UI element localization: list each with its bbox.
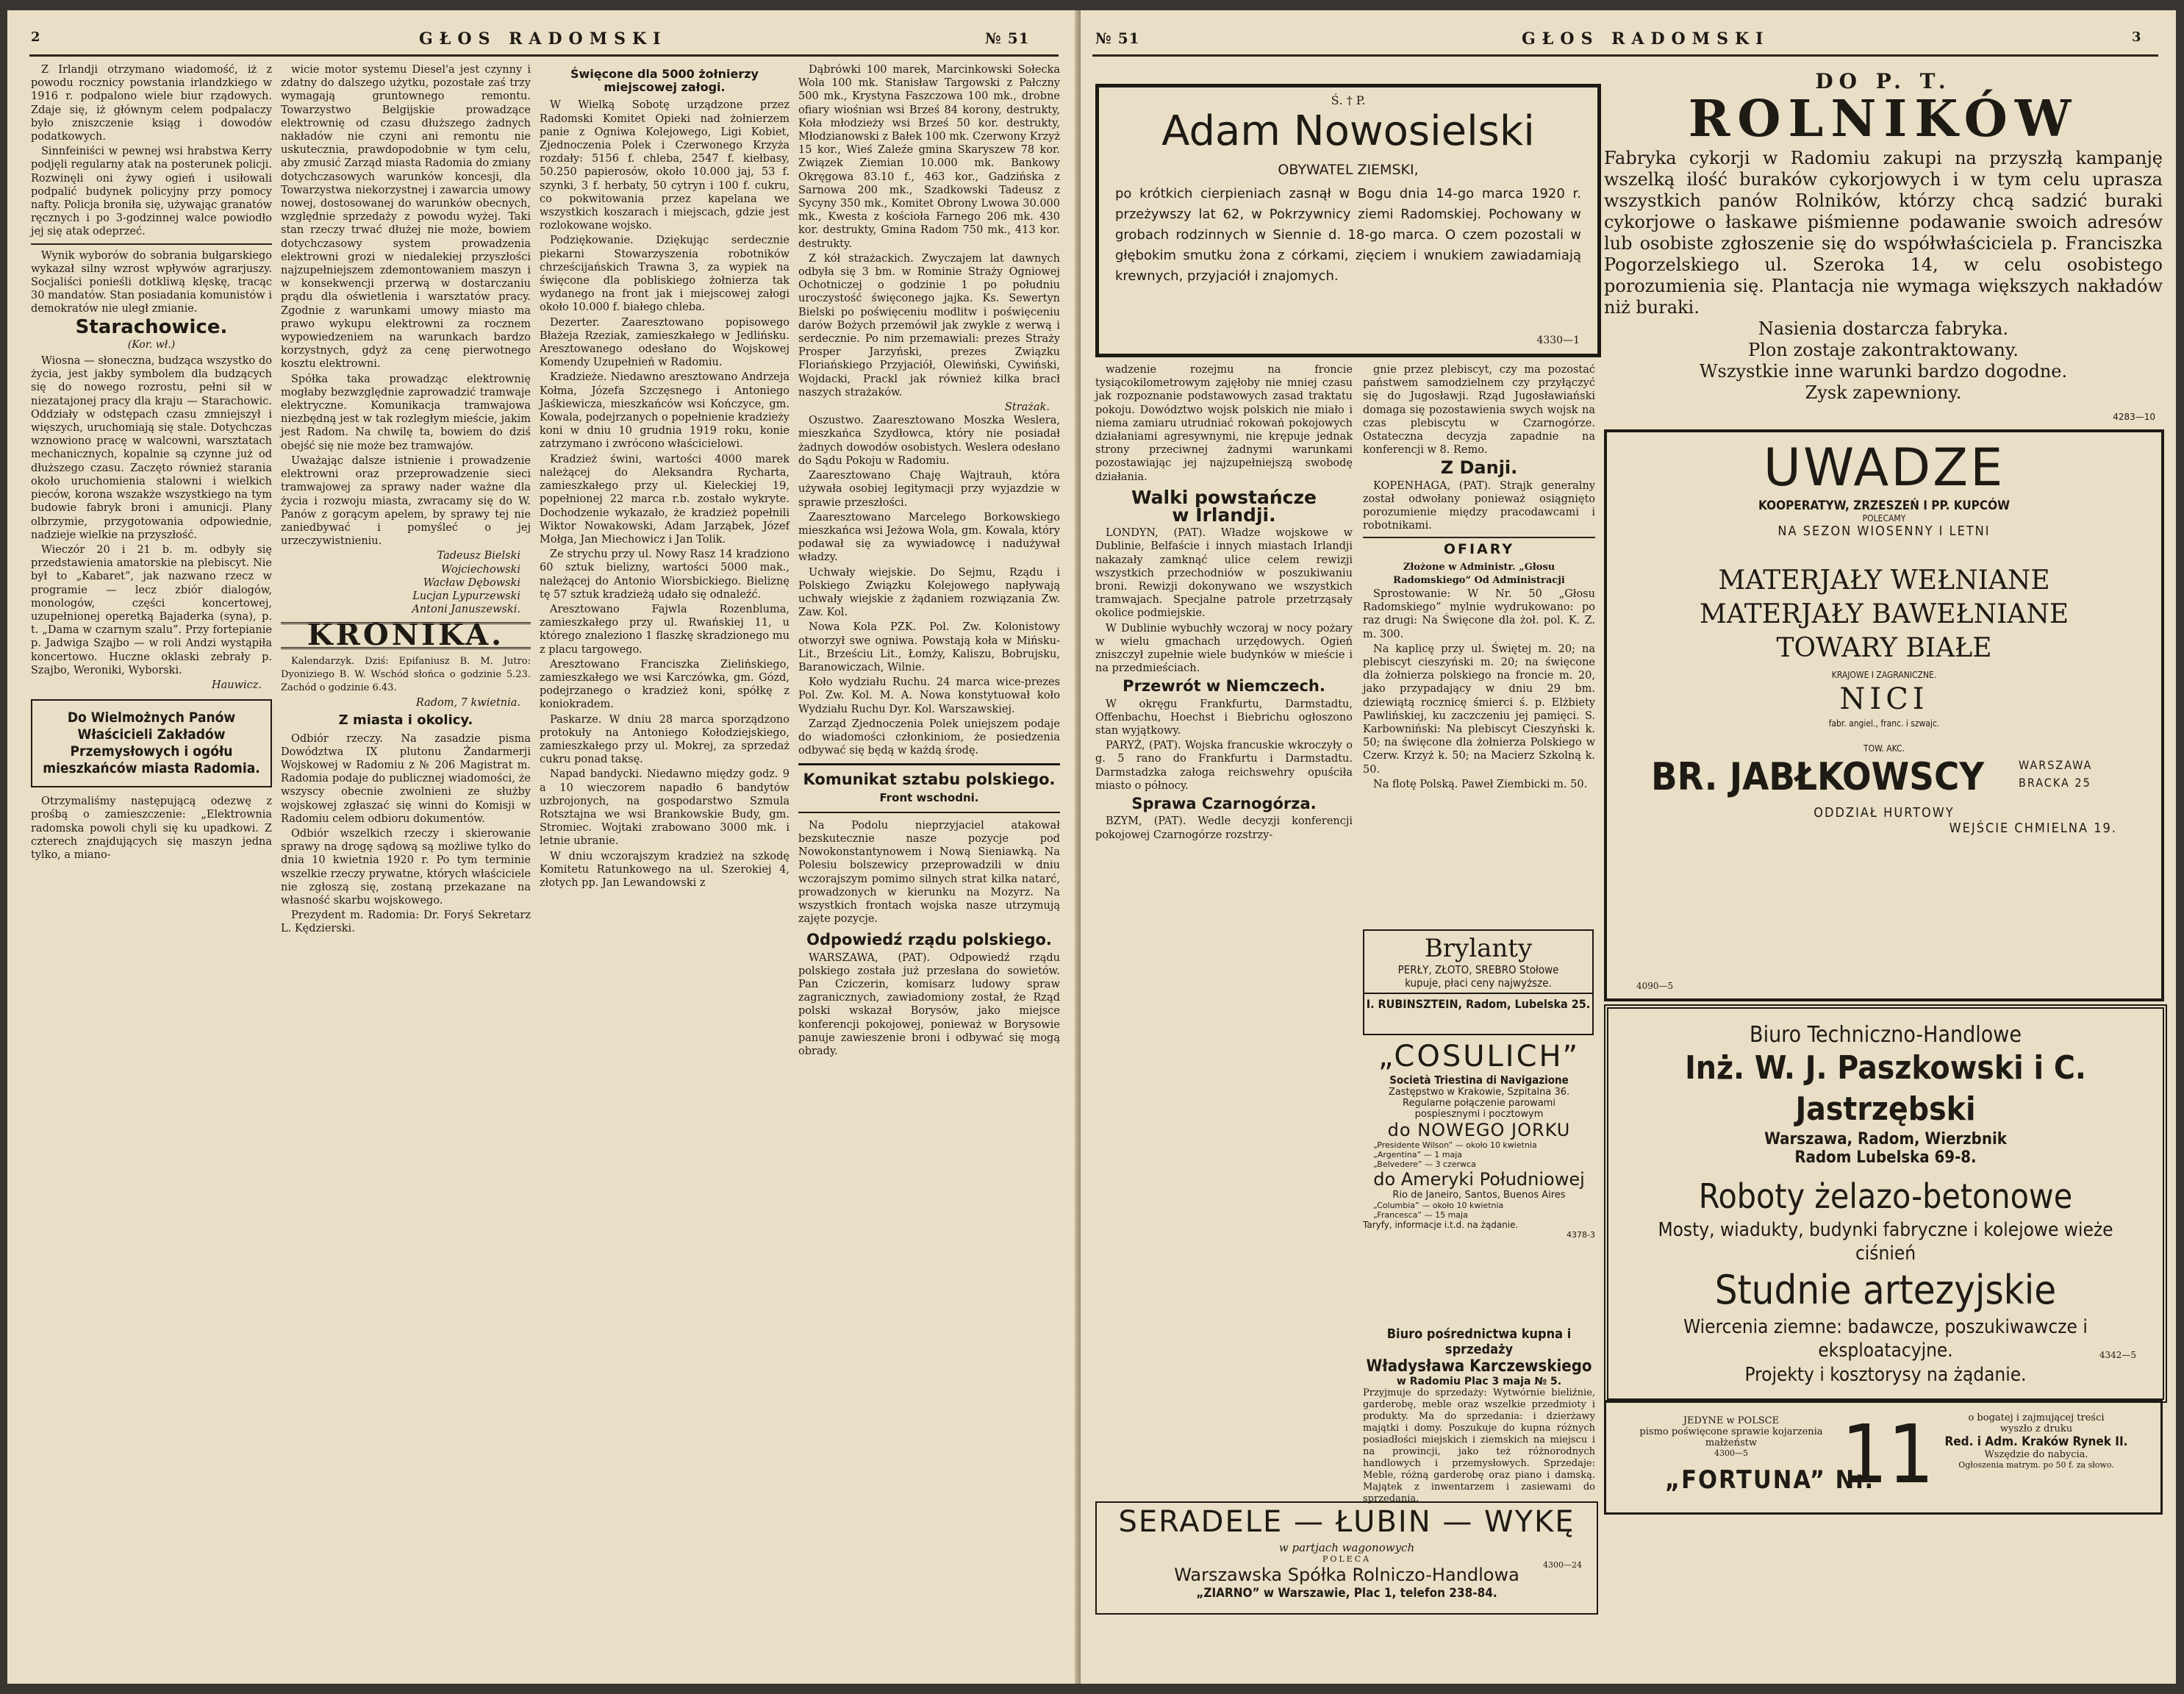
ofiary-subheading: Złożone w Administr. „Głosu Radomskiego” Od Administracji [1393,561,1565,586]
rolnikow-ref: 4283—10 [2113,412,2155,422]
uwadze-title: UWADZE [1763,437,2005,498]
article-paragraph: W dniu wczorajszym kradzież na szkodę Komitetu Ratunkowego na ul. Szerokiej 4, złotych pp. Jan Lewandowski z [540,850,790,889]
uwadze-subtitle: NA SEZON WIOSENNY I LETNI [1777,523,1991,539]
article-signoff: Prezydent m. Radomia: Dr. Foryś Sekretarz L. Kędzierski. [281,909,531,935]
rolnikow-title-2: ROLNIKÓW [1688,90,2079,149]
jablkowscy-name: BR. JABŁKOWSCY [1651,755,1985,799]
article-paragraph: Koło wydziału Ruchu. 24 marca wice-prezes Pol. Zw. Kol. M. A. Nowa konstytuował koło Wydziału Ruchu Dyr. Kol. Warszawskiej. [798,676,1060,715]
article-paragraph: Z kół strażackich. Zwyczajem lat dawnych odbyła się 3 bm. w Rominie Straży Ogniowej Ochotniczej o godzinie 1 po południu uroczystość święconego jajka. Ks. Sewertyn Bielski po poświęceniu modlitw i poświęceniu darów Bożych przemówił jak zwykle z werwą i serdecznie. Po nim przemawiali: prezes Straży Prosper Jarzyński, prezes Związku Floriańskiego Przyjaciół, Olewiński, Cywiński, Wojdacki, Prackl jak również kilka bracł naszych strażaków. [798,252,1060,399]
jastrzebski-address: Radom Lubelska 69-8. [1794,1148,1977,1167]
jastrzebski-ad [1604,1004,2167,1403]
right-column-b [1363,363,1595,922]
jastrzebski-note: Projekty i kosztorysy na żądanie. [1744,1364,2027,1386]
article-paragraph: Wiosna — słoneczna, budząca wszystko do życia, jest jakby symbolem dla budzących się do nowego rozrostu, pełni sił w niezatajonej pracy dla kraju — Starachowic. Oddziały w odstępach czasu zmniejszył i więszych, uruchomiają się stale. Dotychczas wznowiono pracę w walcowni, warsztatach mechanicznych, kopalnie są czynne już od dłuższego czasu. Zaczęto również starania około uruchomienia stalowni i wielkich pieców, korona wszakże wszystkiego na tym budowie fabryk broni i amunicji. Plany olbrzymie, przygotowania odpowiednie, nadzieje wielkie na przyszłość. [31,355,272,541]
right-masthead: GŁOS RADOMSKI [1522,29,1770,49]
cosulich-line: Zastępstwo w Krakowie, Szpitalna 36. [1388,1087,1570,1098]
article-paragraph: BZYM, (PAT). Wedle decyzji konferencji pokojowej Czarnogórze rozstrzy- [1095,815,1353,841]
rolnikow-text: Fabryka cykorji w Radomiu zakupi na przyszłą kampanję wszelką ilość buraków cykorjowych i w tym celu uprasza wszystkich panów Rolników, którzy chcą sadzić buraki cykorjowe o łaskawe piśmienne podawanie swoich adresów lub osobiste zgłoszenie się do współwłaściciela p. Franciszka Pogorzelskiego ul. Szeroka 14, w celu osobistego porozumienia się. Plantacja nie wymaga większych nakładów niż buraki. [1604,148,2163,318]
walki-subheading: w Irlandji. [1172,504,1276,526]
article-paragraph: Kradzieże. Niedawno aresztowano Andrzeja Kołma, Józefa Szczęsnego i Antoniego Jaśkiewicza, mieszkańców wsi Kończyce, gm. Kowala, podejrzanych o popełnienie kradzieży koni w dniu 10 grudnia 1919 roku, konie zatrzymano i zwrócono właścicielowi. [540,371,790,451]
seradele-title: SERADELE — ŁUBIN — WYKĘ [1118,1505,1575,1539]
right-issue-number: № 51 [1095,29,1140,47]
seradele-ref: 4300—24 [1543,1560,1582,1570]
kronika-calendar: Kalendarzyk. Dziś: Epifaniusz B. M. Jutro: Dyoniziego B. W. Wschód słońca o godzinie 5.23. Zachód o godzinie 6.43. [281,655,531,693]
cosulich-ship: „Francesca” — 15 maja [1373,1210,1468,1220]
section-heading-city: Z miasta i okolicy. [338,712,473,729]
jastrzebski-name: Inż. W. J. Paszkowski i C. Jastrzębski [1685,1049,2086,1128]
seradele-ad [1095,1501,1598,1615]
seradele-sub: w partjach wagonowych [1278,1541,1415,1554]
article-paragraph: Kradzież świni, wartości 4000 marek należącej do Aleksandra Rycharta, zamieszkałego przy ul. Kieleckiej 19, popełnionej 22 marca r.b. zostało wykryte. Dochodzenie wykazało, że kradzież popełnili Wiktor Nowakowski, Adam Jarząbek, Józef Mołga, Jan Miechowicz i Jan Tolik. [540,453,790,546]
danji-heading: Z Danji. [1440,457,1518,479]
article-paragraph: WARSZAWA, (PAT). Odpowiedź rządu polskiego została już przesłana do sowietów. Pan Cziczerin, komisarz ludowy spraw zagranicznych, zawiadomiony został, że Rząd polski wskazał Borysów, jako miejsce konferencji pokojowej, ponieważ w Borysowie panuje zawieszenie broni i odbywać się mogą obrady. [798,951,1060,1058]
seradele-address: „ZIARNO” w Warszawie, Plac 1, telefon 238-84. [1196,1586,1497,1601]
article-paragraph: Sinnfeiniści w pewnej wsi hrabstwa Kerry podjęli regularny atak na posterunek policji. Rozwinęli oni żywy ogień i usiłowali podpalić budynek policyjny przy pomocy nafty. Policja broniła się, używając granatów ręcznych i po 3-godzinnej walce powiodło jej się atak odeprzeć. [31,146,272,238]
jastrzebski-title: Biuro Techniczno-Handlowe [1750,1022,2022,1048]
signature-3: Wacław Dębowski [423,576,520,589]
left-masthead: GŁOS RADOMSKI [419,29,667,49]
karczewski-name: Władysława Karczewskiego [1366,1357,1592,1376]
jablkowscy-branch: ODDZIAŁ HURTOWY [1814,805,1955,821]
left-header-rule [29,54,1059,57]
communique-subheading: Front wschodni. [879,790,979,804]
article-paragraph: Zarząd Zjednoczenia Polek uniejszem podaje do wiadomości członkiniom, że posiedzenia odbywać się będą w każdą środę. [798,718,1060,757]
cosulich-ship: „Argentina” — 1 maja [1373,1150,1462,1159]
cosulich-title: „COSULICH” [1378,1040,1580,1073]
article-paragraph: Na kaplicę przy ul. Świętej m. 20; na plebiscyt cieszyński m. 20; na święcone dla żołnierza polskiego na froncie m. 20, jako przypadający w dniu 29 bm. dziewiątą rocznicę śmierci ś. p. Elżbiety Pawlińskiej, ku zaczczeniu jej pamięci. S. Karbowniński: Na plebiscyt Cieszyński k. 50; na święcone dla żołnierza Polskiego w Czerw. Krzyż k. 50; na Macierz Szkolną k. 50. [1363,643,1595,776]
article-paragraph: Wieczór 20 i 21 b. m. odbyły się przedstawienia amatorskie na plebiscyt. Nie był to „Kabaret”, jak nazwano rzecz w programie — lecz zbiór dialogów, monologów, części koncertowej, uzupełnionej operetką Bajaderka (syna), p. t. „Dama w czarnym szalu”. Przy fortepianie p. Jadwiga Szajbo — w roli Andzi wystąpiła koncertowo. Huczne oklaski zebrały p. Szajbo, Weroniki, Wyborski. [31,543,272,676]
ofiary-heading: OFIARY [1443,541,1515,558]
left-column-4 [798,63,1060,1673]
jastrzebski-service: Roboty żelazo-betonowe [1698,1176,2073,1216]
jastrzebski-ref: 4342—5 [2099,1350,2136,1360]
rolnikow-line: Plon zostaje zakontraktowany. [1748,340,2019,360]
appeal-heading: Do Wielmożnych Panów Właścicieli Zakładów Przemysłowych i ogółu mieszkańców miasta Radomia. [43,710,260,777]
left-column-3 [540,63,790,1673]
seradele-company: Warszawska Spółka Rolniczo-Handlowa [1174,1565,1519,1585]
uwadze-ref: 4090—5 [1636,981,1674,991]
cosulich-ship: „Presidente Wilson” — około 10 kwietnia [1373,1140,1537,1150]
signature-2: Wojciechowski [441,563,520,576]
obituary-box [1095,84,1601,357]
article-paragraph: KOPENHAGA, (PAT). Strajk generalny został odwołany ponieważ osiągnięto porozumienie między pracodawcami i robotnikami. [1363,479,1595,532]
fortuna-line: pismo poświęcone sprawie kojarzenia [1639,1426,1823,1437]
article-paragraph: wicie motor systemu Diesel'a jest czynny i zdatny do dalszego użytku, pozostałe zaś trzy wymagają gruntownego remontu. Towarzystwo Belgijskie prowadzące elektrownię od czasu dłuższego żadnych nakładów nie czyni ani remontu nie uskutecznia, prawdopodobnie w tym celu, aby zmusić Zarząd miasta Radomia do zmiany dotychczasowych warunków koncesji, dla Towarzystwa niekorzystnej i zawarcia umowy nowej, dostosowanej do warunków obecnych, względnie sprzedaży z powodu wyżej. Taki stan rzeczy trwać dłużej nie może, bowiem dotychczasowy system prowadzenia elektrowni grozi w niedalekiej przyszłości najzupełniejszem zdemontowaniem maszyn i w konsekwencji przerwą w dostarczaniu prądu dla oświetlenia i warsztatów pracy. Zgodnie z warunkami umowy miasto ma prawo wykupu elektrowni za rocznem wypowiedzeniem na warunkach bardzo korzystnych, gdyż za cenę pierwotnego kosztu elektrowni. [281,64,531,371]
correspondent-note: (Kor. wł.) [127,338,176,351]
article-paragraph: Wynik wyborów do sobrania bułgarskiego wykazał silny wzrost wpływów agrarjuszy. Socjaliści ponieśli dotkliwą klęskę, tracąc 30 mandatów. Stan posiadania komunistów i demokratów nie uległ zmianie. [31,249,272,315]
jastrzebski-cities: Warszawa, Radom, Wierzbnik [1764,1130,2007,1148]
article-paragraph: W okręgu Frankfurtu, Darmstadtu, Offenbachu, Hoechst i Biebrichu ogłoszono stan wyjątkowy. [1095,698,1353,737]
article-paragraph: Otrzymaliśmy następującą odezwę z prośbą o zamieszczenie: „Elektrownia radomska powoli chyli się ku upadkowi. Z czterech znajdujących się maszyn jedna tylko, a miano- [31,796,272,861]
uwadze-note: TOW. AKC. [1863,743,1905,754]
rolnikow-line: Nasienia dostarcza fabryka. [1758,318,2009,339]
left-page-number: 2 [31,29,40,45]
brylanty-line: PERŁY, ZŁOTO, SREBRO Stołowe [1397,963,1559,976]
right-page [1081,10,2176,1684]
uwadze-product: NICI [1839,682,1929,716]
right-header-rule [1092,54,2158,57]
cosulich-line: Taryfy, informacje i.t.d. na żądanie. [1363,1220,1519,1230]
rolnikow-line: Wszystkie inne warunki bardzo dogodne. [1699,361,2068,382]
article-paragraph: Odbiór wszelkich rzeczy i skierowanie sprawy na drogę sądową są możliwe tylko do dnia 10 kwietnia 1920 r. Po tym terminie wszelkie rzeczy prywatne, których właściciele nie zgłoszą się, zostaną przekazane na własność skarbu wojskowego. [281,827,531,907]
brylanty-line: kupuje, płaci ceny najwyższe. [1405,976,1552,990]
article-paragraph: Dąbrówki 100 marek, Marcinkowski Sołecka Wola 100 mk. Stanisław Targowski z Pałczny 500 mk., Krystyna Faszczowa 100 mk., drobne ofiary wiośnian wsi Brześ 84 korony, destrukty, Koła młodzieży wsi Brześ 50 kor. destrukty, Młodzianowski z Bałek 100 mk. Czerwony Krzyż 15 kor., Wieś Zaleźe gmina Skaryszew 78 kor. Związek Ziemian 10.000 mk. Bankowy Okręgowa 83.10 f., 463 kor., Gadzińska z Sarnowa 200 mk., Szadkowski Tadeusz z Sycyny 350 mk., Komitet Obrony Lwowa 30.000 mk., Kwesta z kościoła Farnego 206 mk. 430 kor. destrukty, Gmina Radom 750 mk., 413 kor. destrukty. [798,64,1060,250]
fortuna-line: wyszło z druku [1999,1423,2073,1434]
response-heading: Odpowiedź rządu polskiego. [806,931,1052,949]
divider [1363,537,1595,538]
article-paragraph: Zaaresztowano Marcelego Borkowskiego mieszkańca wsi Jeżowa Wola, gm. Kowala, który podawał się za wywiadowcę i nadużywał władzy. [798,511,1060,564]
article-paragraph: Ze strychu przy ul. Nowy Rasz 14 kradziono 60 sztuk bielizny, wartości 5000 mak., należącej do Antonio Wiorsbickiego. Bieliznę tę 57 sztuk kradzieżą udało się odnaleźć. [540,548,790,601]
cosulich-subtitle: Società Triestina di Navigazione [1389,1073,1569,1087]
article-paragraph: Z Irlandji otrzymano wiadomość, iż z powodu rocznicy powstania irlandzkiego w 1916 r. podpalono wiele biur rządowych. Zdaje się, iż głównym celem podpalaczy było zniszczenie ksiąg i dowodów podatkowych. [31,64,272,143]
obituary-text: po krótkich cierpieniach zasnął w Bogu dnia 14-go marca 1920 r. przeżywszy lat 62, w Pokrzywnicy ziemi Radomskiej. Pochowany w grobach rodzinnych w Siennie d. 18-go marca. O czem pozostali w głębokim smutku żona z córkami, zięciem i wnukiem zawiadamiają krewnych, przyjaciół i znajomych. [1115,186,1581,284]
jablkowscy-entrance: WEJŚCIE CHMIELNA 19. [1949,821,2117,836]
article-paragraph: Napad bandycki. Niedawno między godz. 9 a 10 wieczorem napadło 6 bandytów uzbrojonych, na gospodarstwo Szmula Rotsztajna we wsi Brankowskie Budy, gm. Stromiec. Wojtaki zrabowano 3000 mk. i letnie ubranie. [540,768,790,848]
article-paragraph: Uchwały wiejskie. Do Sejmu, Rządu i Polskiego Związku Kolejowego napływają uchwały wiejskie z żądaniem rozwiązania Zw. Zaw. Kol. [798,566,1060,619]
article-paragraph: Odbiór rzeczy. Na zasadzie pisma Dowództwa IX plutonu Żandarmerji Wojskowej w Radomiu z № 206 Magistrat m. Radomia podaje do publicznej wiadomości, że wszyscy obecnie zwolnieni ze służby wojskowej zgłaszać się winni do Komisji w Radomiu celem odbioru dokumentów. [281,732,531,825]
karczewski-title: Biuro pośrednictwa kupna i sprzedaży [1386,1326,1572,1357]
walki-heading: Walki powstańcze [1131,486,1317,508]
uwadze-product: MATERJAŁY BAWEŁNIANE [1699,599,2069,629]
signature-4: Lucjan Lypurzewski [412,590,520,602]
fortuna-right [1930,1412,2143,1470]
right-page-number: 3 [2132,29,2141,45]
left-column-2 [281,63,531,1673]
kronika-place: Radom, 7 kwietnia. [415,697,520,710]
jablkowscy-street: BRACKA 25 [2019,776,2091,790]
cosulich-ship: „Belvedere” — 3 czerwca [1373,1159,1476,1169]
article-paragraph: PARYŻ, (PAT). Wojska francuskie wkroczyły o g. 5 rano do Frankfurtu i Darmstadtu. Darmstadzka załoga reichswehry opuściła miasto o północy. [1095,740,1353,792]
article-paragraph: wadzenie rozejmu na froncie tysiącokilometrowym zajęłoby nie mniej czasu jak rozpoznanie podstawowych zasad traktatu pokoju. Dowództwo wojsk polskich nie miało i niema zamiaru utrudniać rokowań pokojowych działaniami agresywnymi, nie krępuje jednak strony przeciwnej żadnymi warunkami pozostawiając jej najzupełniejszą swobodę działania. [1095,364,1353,483]
cosulich-ref: 4378-3 [1567,1230,1595,1240]
fortuna-ad [1604,1400,2163,1515]
right-column-a [1095,363,1353,1098]
uwadze-note: KRAJOWE I ZAGRANICZNE. [1831,670,1937,680]
article-paragraph: gnie przez plebiscyt, czy ma pozostać państwem samodzielnem czy przyłączyć się do Jugosławji. Rząd Jugosławiański domaga się pozostawienia swych wojsk na czas plebiscytu w Czarnogórze. Ostateczna decyzja zapadnie na konferencji w 8. Remo. [1363,364,1595,457]
divider [31,243,272,245]
uwadze-note: fabr. angiel., franc. i szwajc. [1828,718,1940,729]
article-paragraph: Oszustwo. Zaaresztowano Moszka Weslera, mieszkańca Szydłowca, który nie posiadał żadnych dowodów osobistych. Weslera odesłano do Sądu Pokoju w Radomiu. [798,415,1060,467]
article-signature: Hauwicz. [211,679,262,691]
article-paragraph: W Wielką Sobotę urządzone przez Radomski Komitet Opieki nad żołnierzem panie z Ogniwa Kolejowego, Ligi Kobiet, Zjednoczenia Polek i Czerwonego Krzyża rozdały: 5156 f. chleba, 2547 f. kiełbasy, 50.250 papierosów, około 10.000 jaj, 53 f. szynki, 3 f. herbaty, 50 cytryn i 100 f. cukru, co pokwitowania przez kapelana we wszystkich koszarach i miejscach, gdzie jest rozlokowane wojsko. [540,99,790,232]
cosulich-ship: „Columbia” — około 10 kwietnia [1373,1201,1504,1210]
article-paragraph: W Dublinie wybuchły wczoraj w nocy pożary w wielu gmachach urzędowych. Ogień zniszczył zupełnie wiele budynków w mieście i na przedmieściach. [1095,622,1353,675]
uwadze-ad [1604,429,2164,1001]
jastrzebski-service-text: Mosty, wiadukty, budynki fabryczne i kolejowe wieże ciśnień [1658,1219,2113,1265]
karczewski-ad [1363,1326,1595,1504]
uwadze-product: TOWARY BIAŁE [1776,633,1992,663]
cosulich-line: pospiesznymi i pocztowym [1414,1109,1544,1120]
kronika-heading: KRONIKA. [307,618,505,653]
article-paragraph: Aresztowano Fajwla Rozenbluma, zamieszkałego przy ul. Rwańskiej 11, u którego znaleziono 1 flaszkę skradzionego mu z placu targowego. [540,603,790,656]
fortuna-ref: 4300—5 [1714,1448,1748,1458]
brylanty-title: Brylanty [1424,934,1533,963]
rolnikow-title-1: DO P. T. [1815,69,1952,93]
fortuna-line: małżeństw [1705,1437,1758,1448]
cosulich-destination: do NOWEGO JORKU [1387,1120,1571,1140]
czarnogorze-heading: Sprawa Czarnogórza. [1131,795,1317,813]
przewrot-heading: Przewrót w Niemczech. [1123,677,1325,696]
article-headline: Święcone dla 5000 żołnierzy miejscowej załogi. [570,67,759,95]
article-paragraph: Na Podolu nieprzyjaciel atakował bezskutecznie nasze pozycje pod Nowokonstantynowem i Nową Sieniawką. Na Polesiu bolszewicy przeprowadzili w dniu wczorajszym pomimo silnych strat kilka natarć, prowadzonych w kierunku na Mozyrz. Na wszystkich frontach wojska nasze utrzymują zajęte pozycje. [798,819,1060,926]
article-signature: Strażak. [1004,401,1050,414]
cosulich-line: Regularne połączenie parowami [1403,1098,1555,1109]
article-paragraph: Spółka taka prowadząc elektrownię mogłaby bezwzględnie zaprowadzić tramwaje elektryczne. Komunikacja tramwajowa niezbędną jest w tak rozległym mieście, jakim jest Radom. Na chwilę ta, bowiem do dziś obejść się nie może bez tramwajów. [281,373,531,452]
karczewski-address: w Radomiu Plac 3 maja № 5. [1396,1376,1562,1387]
fortuna-address: Red. i Adm. Kraków Rynek II. [1944,1434,2128,1449]
brylanty-ad [1363,929,1594,1035]
fortuna-title: „FORTUNA” Nr. [1665,1465,1875,1495]
rolnikow-ad [1604,69,2163,422]
article-paragraph: Zaaresztowano Chaję Wajtrauh, która używała osobiej legitymacji przy wyjazdzie w sprawie przeszłości. [798,470,1060,509]
article-paragraph: Aresztowano Franciszka Zielińskiego, zamieszkałego we wsi Karczówka, gm. Gózd, podejrzanego o kradzież koni, spółkę z koniokradem. [540,658,790,711]
cosulich-line: Rio de Janeiro, Santos, Buenos Aires [1392,1190,1566,1201]
obituary-cross: Ś. † P. [1331,93,1366,107]
seradele-poleca: POLECA [1322,1554,1372,1564]
left-column-1 [31,63,272,1673]
heading-starachowice: Starachowice. [75,315,228,338]
article-paragraph: LONDYN, (PAT). Władze wojskowe w Dublinie, Belfaście i innych miastach Irlandji nakazały zamknąć ulice celem rewizji wszystkich przechodniów w poszukiwaniu broni. Rewizji dokonywano we wszystkich tramwajach. Specjalne patrole przetrząsały okolice podmiejskie. [1095,527,1353,620]
karczewski-text: Przyjmuje do sprzedaży: Wytwórnie bieliźnie, garderobę, meble oraz wszelkie przedmioty i produkty. Ma do sprzedania: i dzierżawy majątki i domy. Poszukuje do kupna różnych posiadłości miejskich i ziemskich na miejscu i na prowincji, jako też różnorodnych handlowych i przemysłowych. Sprzedaje: Meble, różną garderobę oraz piano i damską. Majątek z inwentarzem i zasiewami do sprzedania. [1363,1387,1595,1504]
article-paragraph: Sprostowanie: W Nr. 50 „Głosu Radomskiego” mylnie wydrukowano: po raz drugi: Na Święcone dla żoł. pol. K. Z. m. 300. [1363,588,1595,640]
jablkowscy-city: WARSZAWA [2019,758,2093,772]
fortuna-line: o bogatej i zajmującej treści [1968,1412,2105,1423]
uwadze-subtitle: POLECAMY [1862,513,1906,523]
article-paragraph: Na flotę Polską. Paweł Ziembicki m. 50. [1373,778,1588,790]
uwadze-product: MATERJAŁY WEŁNIANE [1718,565,2050,596]
brylanty-address: I. RUBINSZTEIN, Radom, Lubelska 25. [1364,993,1592,1011]
left-issue-number: № 51 [985,29,1030,47]
signature-5: Antoni Januszewski. [412,604,520,616]
left-page [7,10,1081,1684]
obituary-name: Adam Nowosielski [1161,107,1535,155]
signature-1: Tadeusz Bielski [437,550,520,562]
uwadze-subtitle: KOOPERATYW, ZRZESZEŃ I PP. KUPCÓW [1758,498,2010,513]
article-paragraph: Dezerter. Zaaresztowano popisowego Błażeja Rzeziak, zamieszkałego w Jedlińsku. Aresztowanego odesłano do Wojskowej Komendy Uzupełnień w Radomiu. [540,316,790,369]
fortuna-line: JEDYNE w POLSCE [1683,1415,1780,1426]
article-paragraph: Paskarze. W dniu 28 marca sporządzono protokuły na Antoniego Kołodziejskiego, zamieszkałego przy ul. Mokrej, za sprzedaż cukru ponad taksę. [540,713,790,766]
communique-heading: Komunikat sztabu polskiego. [803,771,1056,789]
article-paragraph: Nowa Kola PZK. Pol. Zw. Kolonistowy otworzył swe ogniwa. Powstają koła w Mińsku-Lit., Brześciu Lit., Łomży, Kaliszu, Bobrujsku, Baranowiczach, Wilnie. [798,621,1060,673]
rolnikow-line: Zysk zapewniony. [1805,382,1962,403]
obituary-ref: 4330—1 [1536,335,1580,346]
article-paragraph: Uważając dalsze istnienie i prowadzenie elektrowni oraz przeprowadzenie sieci tramwajowej za sprawy nader ważne dla życia i rozwoju miasta, zwracamy się do W. Panów z gorącym apelem, by sprawy tej nie zaniedbywać i pomyśleć o jej urzeczywistnieniu. [281,454,531,548]
fortuna-number: 11 [1841,1407,1934,1501]
fortuna-line: Wszędzie do nabycia. [1984,1449,2088,1460]
fortuna-line: Ogłoszenia matrym. po 50 f. za słowo. [1958,1460,2114,1470]
fortuna-left [1636,1415,1827,1458]
article-paragraph: Podziękowanie. Dziękując serdecznie piekarni Stowarzyszenia robotników chrześcijańskich Trawna 3, za wypiek na święcone dla pobliskiego żołnierza tak wydanego na front jak i miejscowej załogi około 10.000 f. białego chleba. [540,235,790,314]
jastrzebski-service: Studnie artezyjskie [1714,1267,2057,1313]
jastrzebski-service-text: Wiercenia ziemne: badawcze, poszukiwawcze i eksploatacyjne. [1683,1316,2088,1362]
cosulich-destination: do Ameryki Południowej [1373,1169,1585,1190]
cosulich-ad [1363,1040,1595,1319]
obituary-title: OBYWATEL ZIEMSKI, [1278,162,1419,178]
